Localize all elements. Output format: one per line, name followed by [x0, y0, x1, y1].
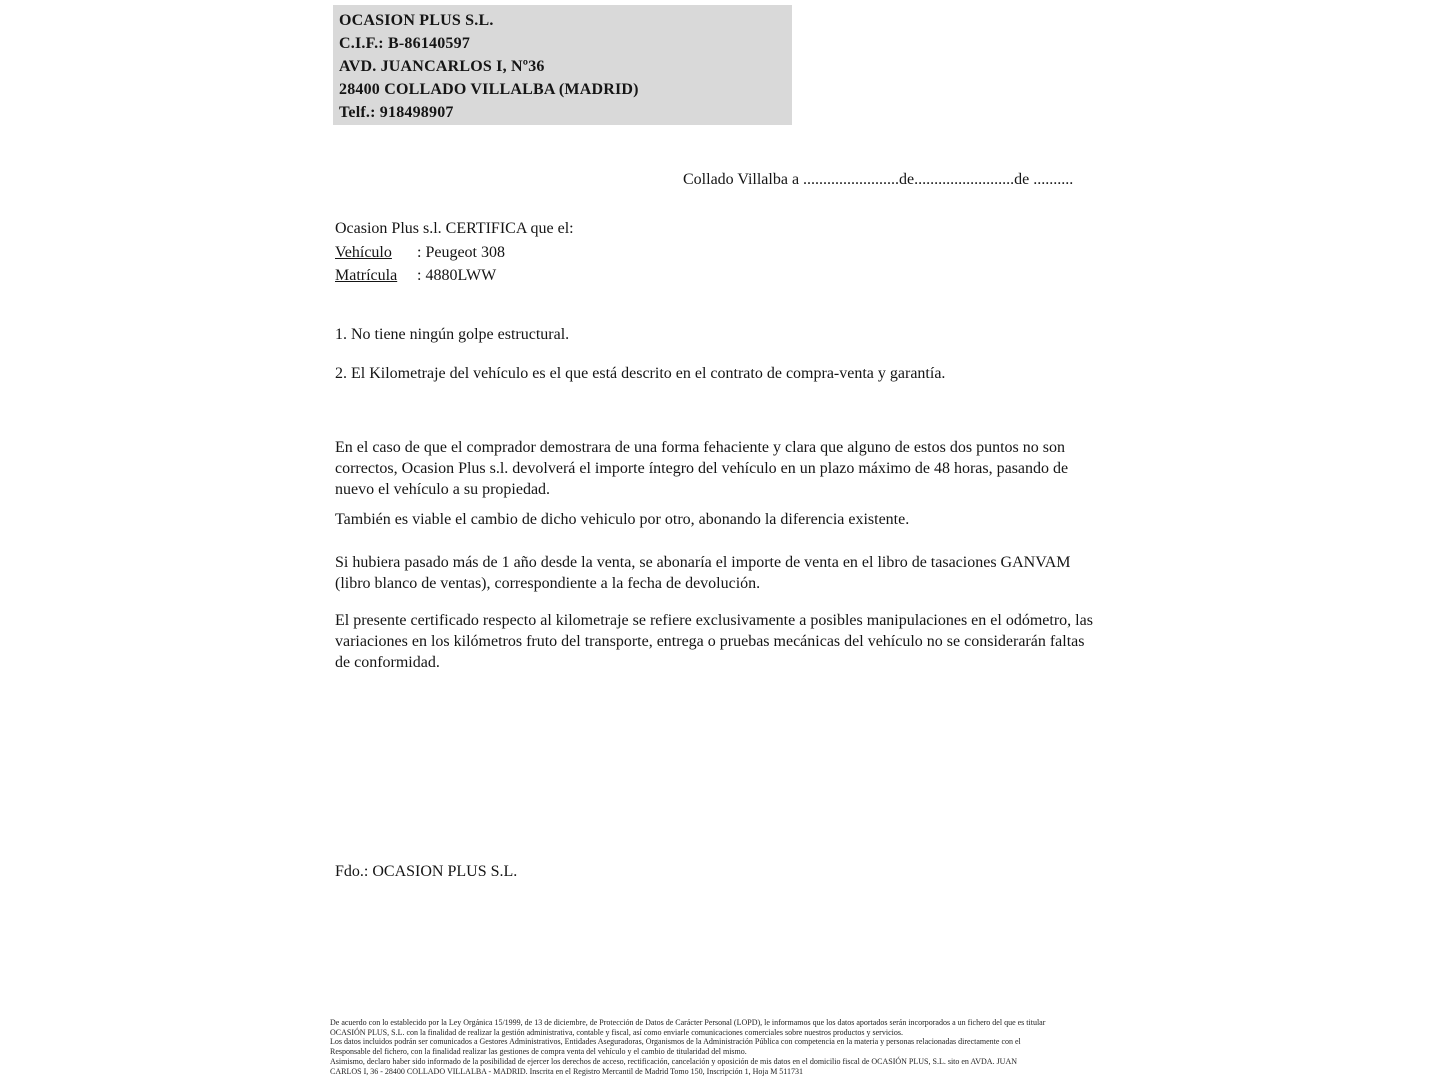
company-city: 28400 COLLADO VILLALBA (MADRID)	[339, 81, 639, 98]
company-phone: Telf.: 918498907	[339, 104, 454, 121]
certified-point-1: 1. No tiene ningún golpe estructural.	[335, 326, 570, 343]
certify-intro: Ocasion Plus s.l. CERTIFICA que el:	[335, 220, 574, 237]
vehicle-value: : Peugeot 308	[417, 243, 505, 261]
paragraph-exchange-option: También es viable el cambio de dicho vehiculo por otro, abonando la diferencia existente.	[335, 511, 910, 528]
vehicle-label: Vehículo	[335, 243, 392, 261]
legal-line-2: OCASIÓN PLUS, S.L. con la finalidad de realizar la gestión administrativa, contable y fiscal, así como enviarle comunicaciones comerciales sobre nuestros productos y servicios.	[330, 1027, 903, 1037]
legal-line-4: Responsable del fichero, con la finalidad realizar las gestiones de compra venta del vehículo y el cambio de titularidad del mismo.	[330, 1047, 747, 1057]
legal-line-6: CARLOS I, 36 - 28400 COLLADO VILLALBA - MADRID. Inscrita en el Registro Mercantil de Madrid Tomo 150, Inscripción 1, Hoja M 511731	[330, 1066, 804, 1076]
company-cif: C.I.F.: B-86140597	[339, 35, 471, 52]
legal-line-1: De acuerdo con lo establecido por la Ley Orgánica 15/1999, de 13 de diciembre, de Protección de Datos de Carácter Personal (LOPD), le informamos que los datos aportados serán incorporados a un fichero del que es titular	[330, 1018, 1046, 1027]
certified-point-2: 2. El Kilometraje del vehículo es el que está descrito en el contrato de compra-venta y garantía.	[335, 365, 946, 382]
plate-value: : 4880LWW	[417, 267, 497, 284]
plate-label: Matrícula	[335, 267, 398, 284]
company-name: OCASION PLUS S.L.	[339, 12, 494, 29]
legal-notice	[330, 1018, 1045, 1076]
plate-line	[335, 264, 574, 288]
vehicle-line	[335, 241, 574, 265]
certification-block	[335, 217, 574, 288]
company-address: AVD. JUANCARLOS I, Nº36	[339, 58, 545, 75]
legal-line-3: Los datos incluidos podrán ser comunicados a Gestores Administrativos, Entidades Aseguradoras, Organismos de la Administración Pública con competencia en la materia y personas relacionadas directamente con el	[330, 1037, 1021, 1047]
company-header-box	[333, 5, 792, 125]
paragraph-ganvam-valuation: Si hubiera pasado más de 1 año desde la venta, se abonaría el importe de venta en el libro de tasaciones GANVAM (libro blanco de ventas), correspondiente a la fecha de devolución.	[335, 554, 1071, 592]
date-place-line: Collado Villalba a ........................de.........................de ..........	[683, 171, 1074, 188]
paragraph-odometer-scope: El presente certificado respecto al kilometraje se refiere exclusivamente a posibles manipulaciones en el odómetro, las variaciones en los kilómetros fruto del transporte, entrega o pruebas mecánicas del vehículo no se considerarán faltas de conformidad.	[335, 612, 1093, 671]
signature-line: Fdo.: OCASION PLUS S.L.	[335, 863, 518, 880]
legal-line-5: Asimismo, declaro haber sido informado de la posibilidad de ejercer los derechos de acceso, rectificación, cancelación y oposición de mis datos en el domicilio fiscal de OCASIÓN PLUS, S.L. sito en AVDA. JUAN	[330, 1056, 1018, 1066]
paragraph-refund-terms: En el caso de que el comprador demostrara de una forma fehaciente y clara que alguno de estos dos puntos no son correctos, Ocasion Plus s.l. devolverá el importe íntegro del vehículo en un plazo máximo de 48 horas, pasando de nuevo el vehículo a su propiedad.	[335, 439, 1069, 498]
